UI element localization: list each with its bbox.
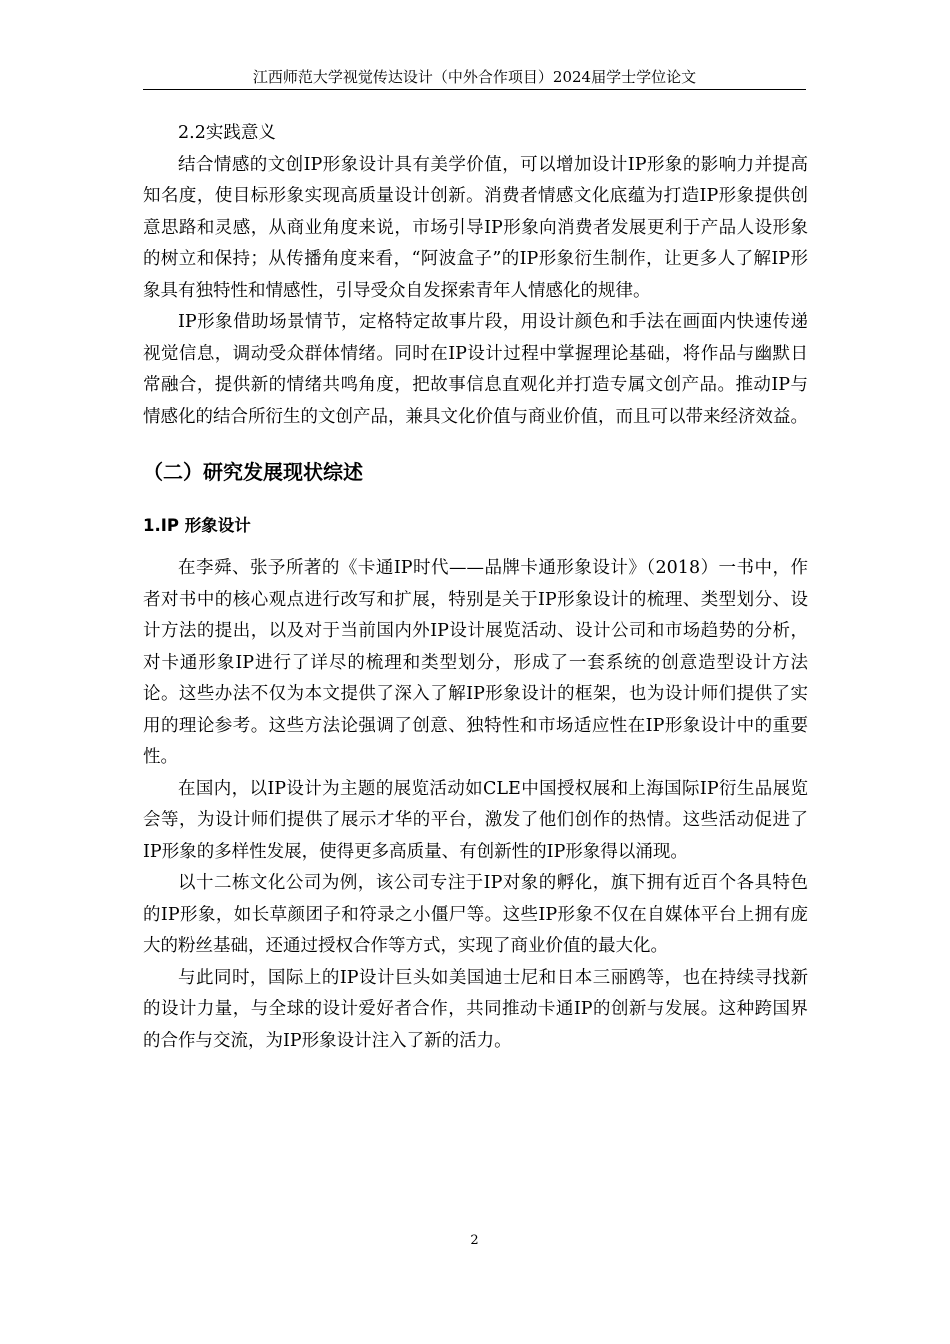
- subsection-heading-ip-design: 1.IP 形象设计: [143, 516, 251, 535]
- page-header: 江西师范大学视觉传达设计（中外合作项目）2024届学士学位论文: [252, 68, 697, 86]
- paragraph: 结合情感的文创IP形象设计具有美学价值，可以增加设计IP形象的影响力并提高知名度，使目标形象实现高质量设计创新。消费者情感文化底蕴为打造IP形象提供创意思路和灵感，从商业角度来说，市场引导IP形象向消费者发展更利于产品人设形象的树立和保持；从传播角度来看，“阿波盒子”的IP形象衍生制作，让更多人了解IP形象具有独特性和情感性，引导受众自发探索青年人情感化的规律。: [143, 154, 808, 301]
- paragraph: 与此同时，国际上的IP设计巨头如美国迪士尼和日本三丽鸥等，也在持续寻找新的设计力量，与全球的设计爱好者合作，共同推动卡通IP的创新与发展。这种跨国界的合作与交流，为IP形象设计注入了新的活力。: [143, 967, 808, 1051]
- section-heading-practical-significance: 2.2实践意义: [178, 123, 276, 143]
- paragraph: 在李舜、张予所著的《卡通IP时代——品牌卡通形象设计》（2018）一书中，作者对书中的核心观点进行改写和扩展，特别是关于IP形象设计的梳理、类型划分、设计方法的提出，以及对于当前国内外IP设计展览活动、设计公司和市场趋势的分析，对卡通形象IP进行了详尽的梳理和类型划分，形成了一套系统的创意造型设计方法论。这些办法不仅为本文提供了深入了解IP形象设计的框架，也为设计师们提供了实用的理论参考。这些方法论强调了创意、独特性和市场适应性在IP形象设计中的重要性。: [143, 558, 808, 767]
- header-rule: [143, 89, 806, 90]
- page-body: [143, 118, 808, 1057]
- page-number: 2: [470, 1233, 479, 1248]
- paragraph: 以十二栋文化公司为例，该公司专注于IP对象的孵化，旗下拥有近百个各具特色的IP形象，如长草颜团子和符录之小僵尸等。这些IP形象不仅在自媒体平台上拥有庞大的粉丝基础，还通过授权合作等方式，实现了商业价值的最大化。: [143, 873, 808, 956]
- paragraph: IP形象借助场景情节，定格特定故事片段，用设计颜色和手法在画面内快速传递视觉信息，调动受众群体情绪。同时在IP设计过程中掌握理论基础，将作品与幽默日常融合，提供新的情绪共鸣角度，把故事信息直观化并打造专属文创产品。推动IP与情感化的结合所衍生的文创产品，兼具文化价值与商业价值，而且可以带来经济效益。: [143, 312, 808, 427]
- paragraph: 在国内，以IP设计为主题的展览活动如CLE中国授权展和上海国际IP衍生品展览会等，为设计师们提供了展示才华的平台，激发了他们创作的热情。这些活动促进了IP形象的多样性发展，使得更多高质量、有创新性的IP形象得以涌现。: [143, 778, 808, 862]
- section-heading-research-review: （二）研究发展现状综述: [143, 460, 363, 484]
